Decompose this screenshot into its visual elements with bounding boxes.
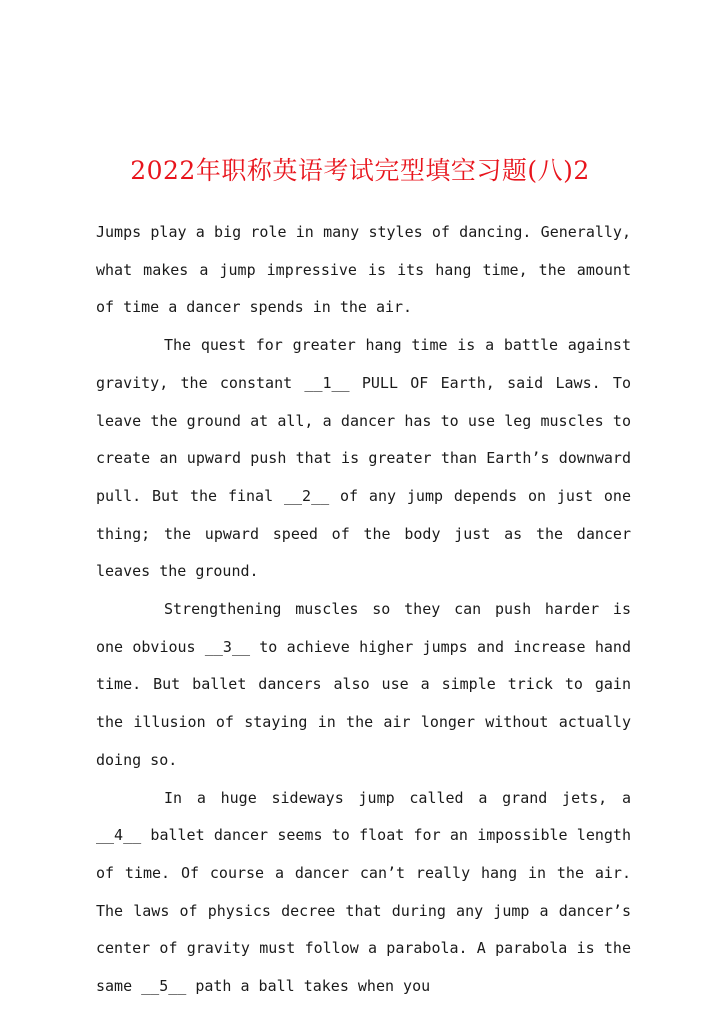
- document-body: [96, 214, 631, 1006]
- paragraph-4: In a huge sideways jump called a grand jets, a __4__ ballet dancer seems to float for an impossible length of time. Of course a dancer can’t really hang in the air. The laws of physics decree that during any jump a dancer’s center of gravity must follow a parabola. A parabola is the same __5__ path a ball takes when you: [96, 788, 631, 996]
- paragraph-1: Jumps play a big role in many styles of dancing. Generally, what makes a jump impressive is its hang time, the amount of time a dancer spends in the air.: [96, 223, 631, 317]
- paragraph-3: Strengthening muscles so they can push harder is one obvious __3__ to achieve higher jumps and increase hand time. But ballet dancers also use a simple trick to gain the illusion of staying in the air longer without actually doing so.: [96, 600, 631, 769]
- paragraph-2: The quest for greater hang time is a battle against gravity, the constant __1__ PULL OF Earth, said Laws. To leave the ground at all, a dancer has to use leg muscles to create an upward push that is greater than Earth’s downward pull. But the final __2__ of any jump depends on just one thing; the upward speed of the body just as the dancer leaves the ground.: [96, 336, 631, 581]
- document-title: 2022年职称英语考试完型填空习题(八)2: [130, 156, 590, 185]
